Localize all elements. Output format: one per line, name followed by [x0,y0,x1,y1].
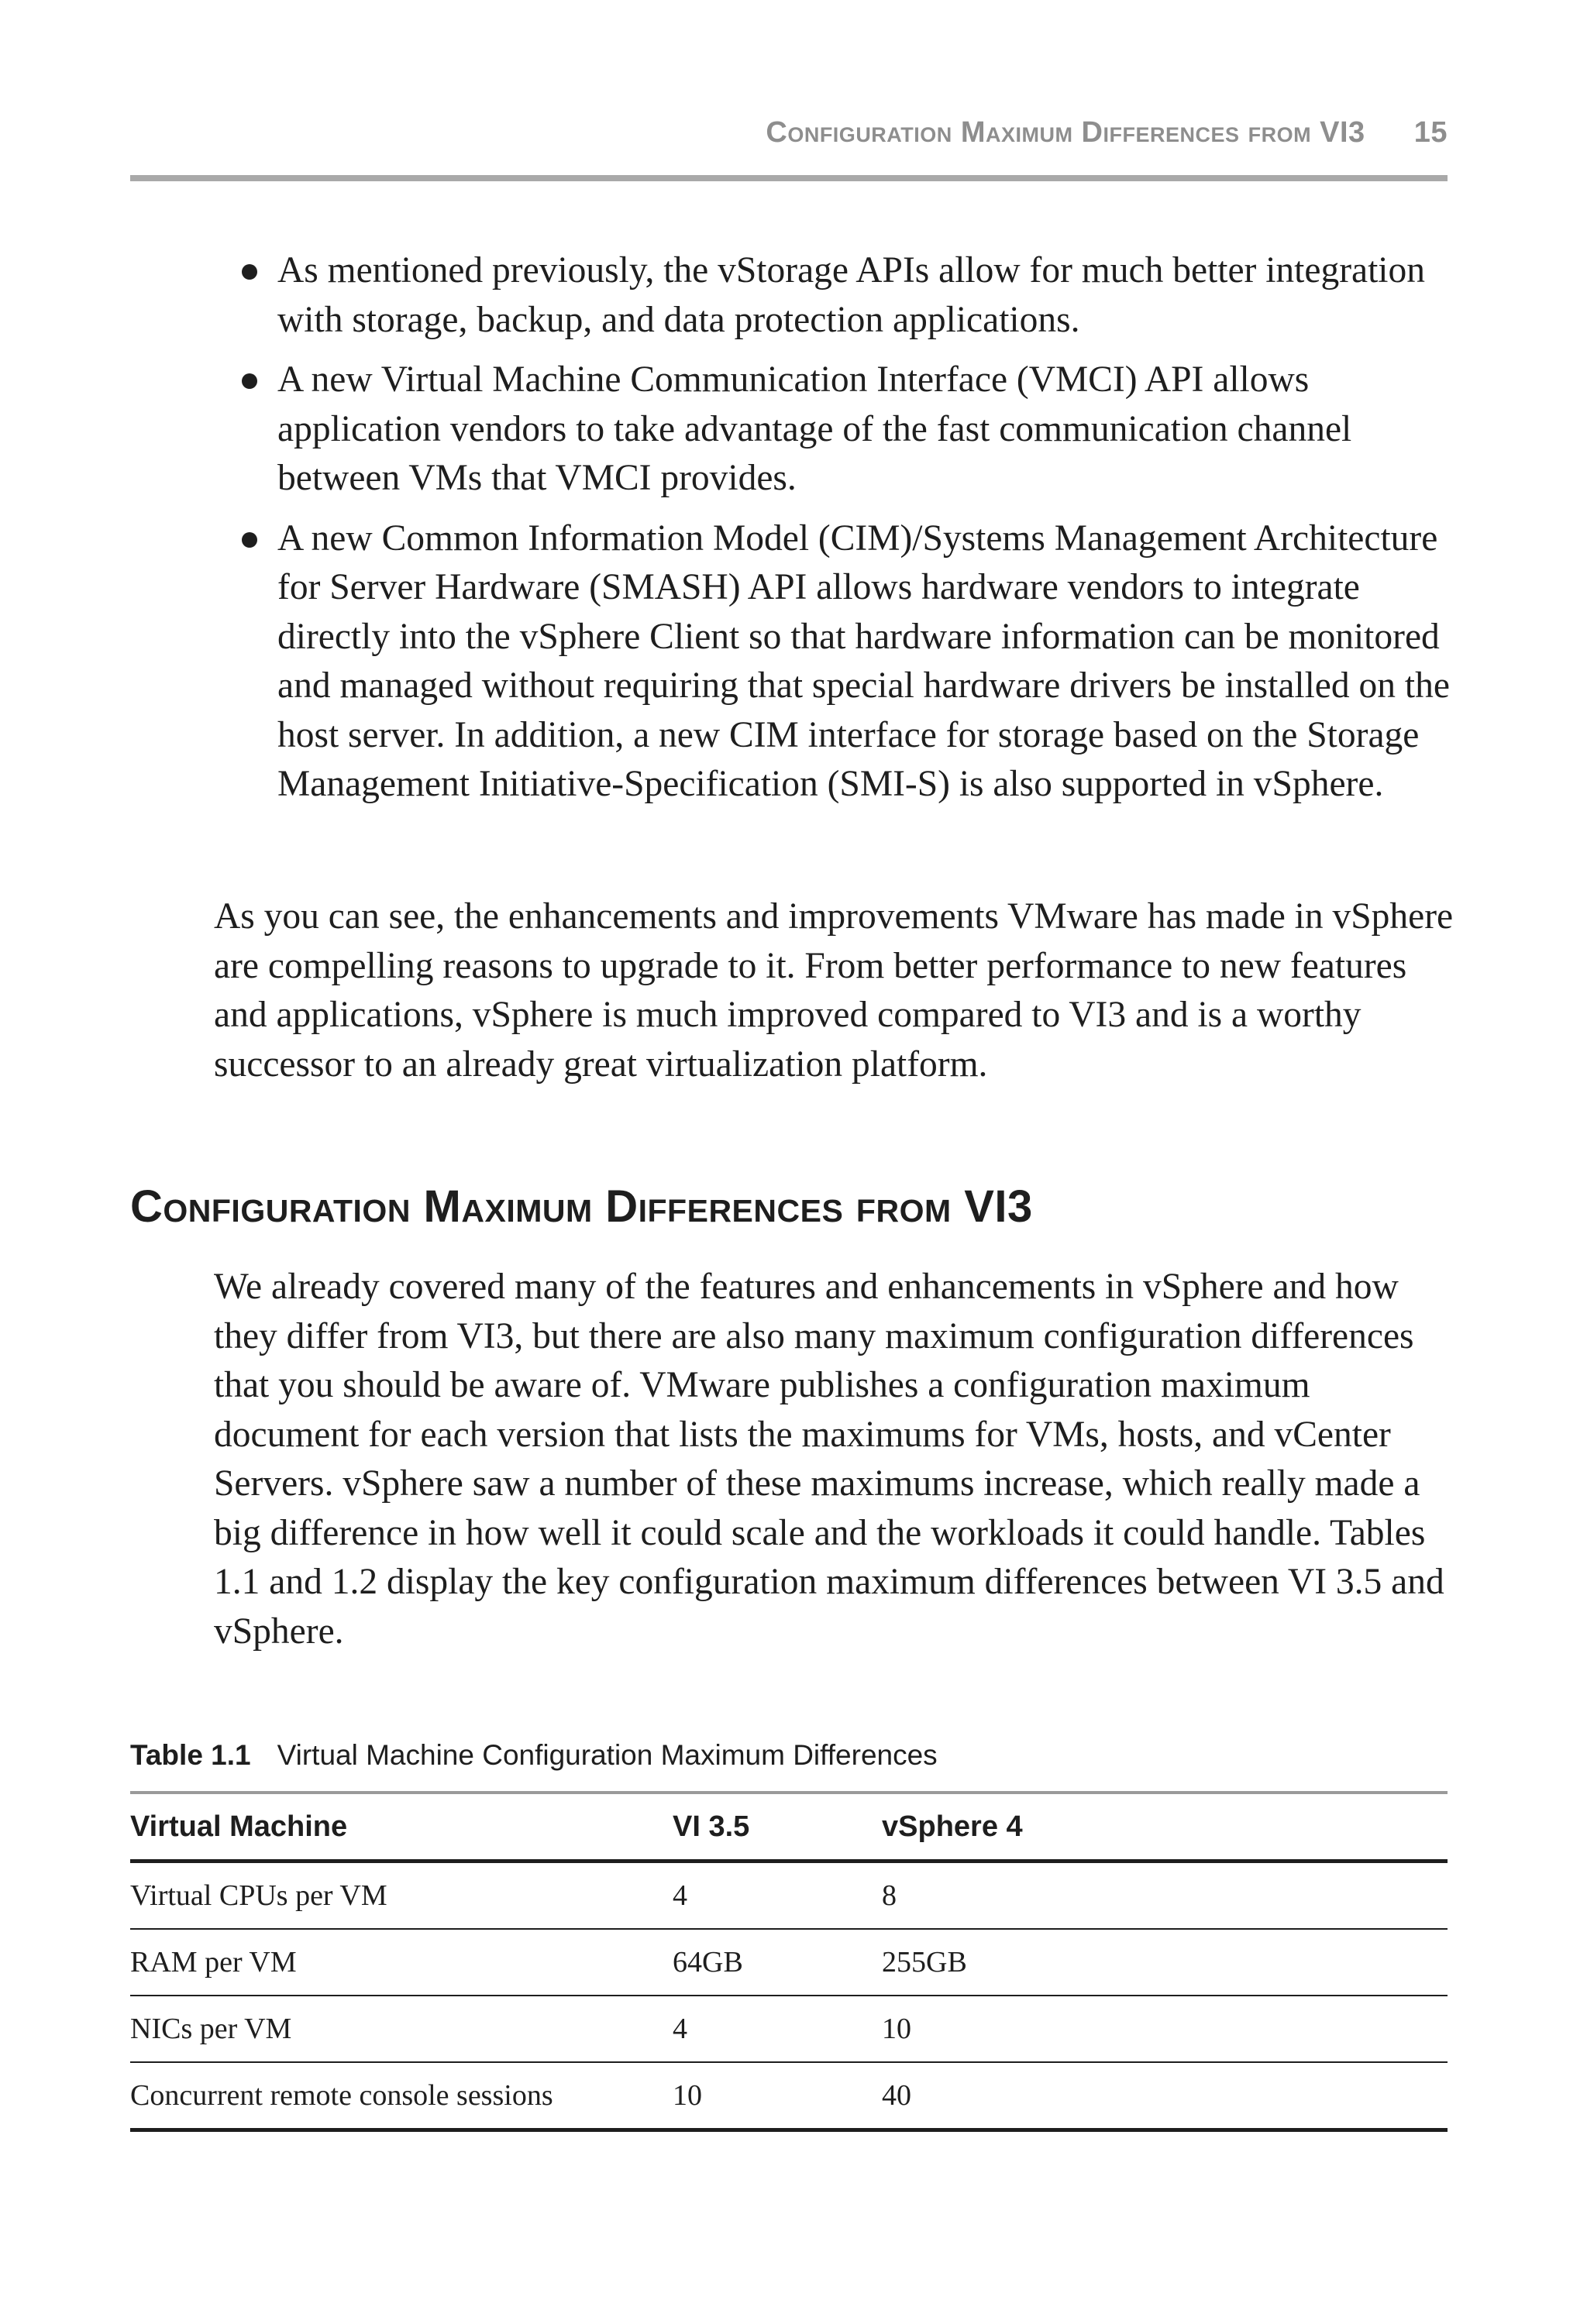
table-header-row [130,1793,1448,1862]
table-cell: 10 [882,1996,1448,2062]
table-cell: RAM per VM [130,1929,673,1996]
page-number: 15 [1413,116,1448,149]
table-cell: 64GB [673,1929,882,1996]
column-header: VI 3.5 [673,1793,882,1862]
table-caption-text: Virtual Machine Configuration Maximum Differences [277,1739,938,1771]
table-cell: Virtual CPUs per VM [130,1862,673,1930]
table-row [130,1996,1448,2062]
config-max-table [130,1791,1448,2132]
bullet-item [225,246,1457,345]
table-cell: NICs per VM [130,1996,673,2062]
table-cell: 40 [882,2079,911,2112]
table-row [130,1929,1448,1996]
bullet-dot-icon [242,373,257,389]
body-paragraph: We already covered many of the features and enhancements in vSphere and how they differ from VI3, but there are also many maximum configuration differences that you should be aware of. VMware publishes a configuration maximum document for each version that lists the maximums for VMs, hosts, and vCenter Servers. vSphere saw a number of these maximums increase, which really made a big difference in how well it could scale and the workloads it could handle. Tables 1.1 and 1.2 display the key configuration maximum differences between VI 3.5 and vSphere. [214,1267,1444,1652]
bullet-dot-icon [242,532,257,548]
bullet-list [225,246,1457,820]
table-row [130,2062,1448,2130]
running-head [130,116,1448,172]
table-cell: 4 [673,1862,882,1930]
table-label: Table 1.1 [130,1739,251,1771]
bullet-item [225,514,1457,810]
bullet-dot-icon [242,264,257,280]
section-heading: Configuration Maximum Differences from VI3 [130,1181,1033,1232]
running-head-title: Configuration Maximum Differences from VI3 [766,116,1365,149]
bullet-text: As mentioned previously, the vStorage APIs allow for much better integration with storage, backup, and data protection applications. [277,250,1425,340]
header-rule [130,175,1448,181]
table-cell: 255GB [882,1929,1448,1996]
column-header: Virtual Machine [130,1793,673,1862]
table-caption [130,1739,938,1772]
table-cell: 8 [882,1862,1448,1930]
table-row [130,1862,1448,1930]
bullet-text: A new Common Information Model (CIM)/Systems Management Architecture for Server Hardware (SMASH) API allows hardware vendors to integrate directly into the vSphere Client so that hardware information can be monitored and managed without requiring that special hardware drivers be installed on the host server. In addition, a new CIM interface for storage based on the Storage Management Initiative-Specification (SMI-S) is also supported in vSphere. [277,517,1450,804]
column-header: vSphere 4 [882,1793,1448,1862]
table-cell: 4 [673,1996,882,2062]
body-paragraph: As you can see, the enhancements and improvements VMware has made in vSphere are compelling reasons to upgrade to it. From better performance to new features and applications, vSphere is much improved compared to VI3 and is a worthy successor to an already great virtualization platform. [214,896,1454,1085]
bullet-text: A new Virtual Machine Communication Interface (VMCI) API allows application vendors to take advantage of the fast communication channel between VMs that VMCI provides. [277,359,1352,498]
table-cell: 10 [673,2079,702,2112]
bullet-item [225,356,1457,504]
table-cell: Concurrent remote console sessions [130,2079,553,2112]
